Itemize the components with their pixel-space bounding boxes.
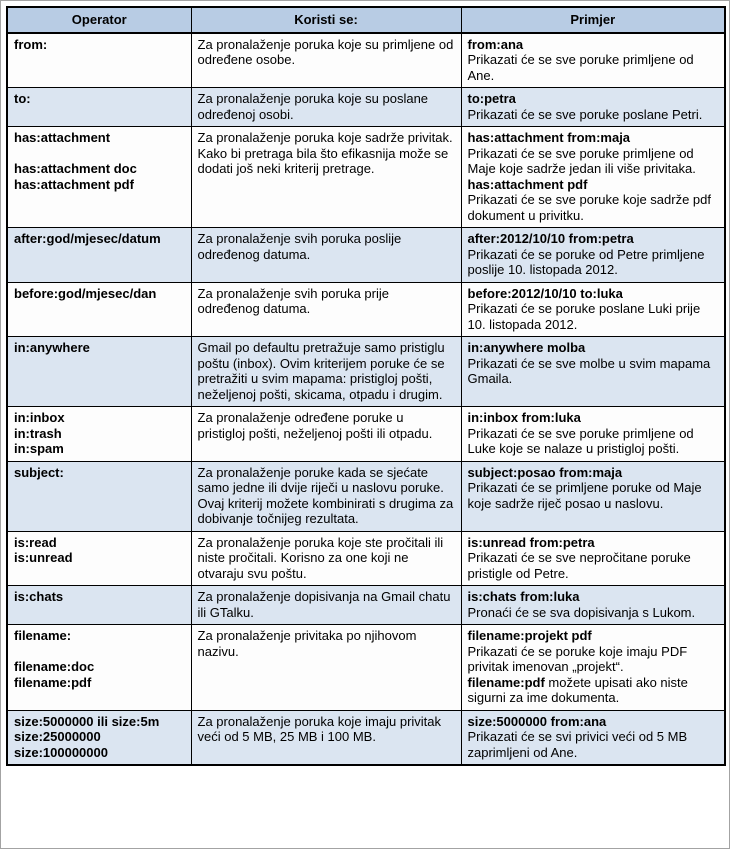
operator-line: has:attachment doc — [14, 161, 137, 176]
operator-line: from: — [14, 36, 48, 52]
example-line — [468, 480, 719, 511]
example-operator-text: filename:projekt pdf — [467, 628, 592, 643]
example-line — [468, 426, 719, 457]
operator-line: size:5000000 ili size:5m — [14, 713, 160, 729]
operator-cell — [7, 710, 191, 765]
operator-line: has:attachment pdf — [14, 176, 134, 192]
example-line — [468, 231, 719, 247]
operator-line: filename: — [14, 628, 72, 643]
table-row — [7, 337, 725, 407]
example-cell — [461, 282, 725, 337]
operator-line: subject: — [14, 464, 64, 480]
operator-line: size:100000000 — [14, 744, 108, 760]
operator-cell — [7, 531, 191, 586]
example-cell — [461, 710, 725, 765]
operator-line: size:25000000 — [14, 729, 101, 744]
operator-line — [14, 146, 185, 162]
example-line — [468, 192, 719, 223]
operator-cell — [7, 337, 191, 407]
example-description-text: Prikazati će se sve molbe u svim mapama Gmaila. — [467, 355, 711, 386]
table-row — [7, 282, 725, 337]
example-line — [468, 37, 719, 53]
search-operators-table — [6, 6, 726, 766]
operator-cell — [7, 127, 191, 228]
example-line — [468, 410, 719, 426]
usage-cell — [191, 461, 461, 531]
table-row — [7, 625, 725, 711]
example-description-text: Prikazati će se sve poruke primljene od Maje koje sadrže jedan ili više privitaka. — [467, 145, 696, 176]
usage-cell — [191, 625, 461, 711]
usage-cell — [191, 407, 461, 462]
example-line — [468, 535, 719, 551]
example-operator-text: in:inbox from:luka — [467, 410, 581, 425]
usage-cell — [191, 33, 461, 88]
example-description-text: Prikazati će se primljene poruke od Maje koje sadrže riječ posao u naslovu. — [467, 480, 702, 511]
example-line — [468, 247, 719, 278]
usage-text: Za pronalaženje dopisivanja na Gmail chatu ili GTalku. — [197, 589, 451, 620]
usage-cell — [191, 127, 461, 228]
example-description-text: Prikazati će se sve poruke koje sadrže pdf dokument u privitku. — [467, 192, 712, 223]
operator-line — [14, 644, 185, 660]
usage-cell — [191, 586, 461, 625]
operator-line: in:inbox — [14, 410, 65, 425]
operator-cell — [7, 228, 191, 283]
example-description-text: Prikazati će se svi privici veći od 5 MB zaprimljeni od Ane. — [467, 729, 688, 760]
operator-line: filename:doc — [14, 659, 95, 674]
table-row — [7, 127, 725, 228]
example-operator-text: has:attachment pdf — [467, 176, 588, 192]
example-line — [468, 340, 719, 356]
usage-text: Gmail po defaultu pretražuje samo pristiglu poštu (inbox). Ovim kriterijem poruke će se pretražiti u svim mapama: pristigloj pošti, neželjenoj pošti, skicama, otpadu i drugim. — [197, 340, 445, 402]
usage-cell — [191, 531, 461, 586]
example-description-text: Prikazati će se sve nepročitane poruke pristigle od Petre. — [467, 550, 691, 581]
usage-text: Za pronalaženje poruka koje ste pročitali ili niste pročitali. Korisno za one koji ne otvaraju svu poštu. — [197, 534, 444, 581]
example-line — [468, 729, 719, 760]
example-operator-text: size:5000000 from:ana — [467, 713, 607, 729]
example-operator-text: after:2012/10/10 from:petra — [467, 231, 634, 246]
usage-text: Za pronalaženje određene poruke u pristigloj pošti, neželjenoj pošti ili otpadu. — [197, 410, 433, 441]
table-row — [7, 228, 725, 283]
operator-cell — [7, 407, 191, 462]
example-operator-text: before:2012/10/10 to:luka — [467, 285, 623, 301]
operator-line: after:god/mjesec/datum — [14, 231, 161, 246]
example-operator-text: filename:pdf — [467, 674, 545, 690]
example-cell — [461, 88, 725, 127]
usage-cell — [191, 337, 461, 407]
example-line — [468, 644, 719, 675]
example-line — [468, 286, 719, 302]
example-line — [468, 177, 719, 193]
usage-text: Za pronalaženje poruke kada se sjećate samo jedne ili dvije riječi u naslovu poruke. Ovaj kriterij možete kombinirati s drugima za dobivanje točnijeg rezultata. — [197, 464, 454, 526]
example-cell — [461, 625, 725, 711]
example-operator-text: in:anywhere molba — [467, 340, 586, 355]
operator-line: before:god/mjesec/dan — [14, 285, 157, 301]
example-line — [468, 52, 719, 83]
operator-line: is:chats — [14, 589, 64, 604]
usage-cell — [191, 88, 461, 127]
operator-cell — [7, 282, 191, 337]
example-line — [468, 91, 719, 107]
table-body — [7, 33, 725, 766]
example-line — [468, 146, 719, 177]
example-cell — [461, 33, 725, 88]
usage-text: Za pronalaženje poruka koje imaju privitak veći od 5 MB, 25 MB i 100 MB. — [197, 713, 442, 744]
operator-line: has:attachment — [14, 130, 111, 145]
operator-line: in:anywhere — [14, 340, 90, 355]
example-operator-text: subject:posao from:maja — [467, 464, 623, 480]
example-operator-text: has:attachment from:maja — [467, 130, 631, 145]
operator-line: is:unread — [14, 550, 73, 565]
example-line — [468, 550, 719, 581]
operator-cell — [7, 461, 191, 531]
example-line — [468, 465, 719, 481]
operator-cell — [7, 88, 191, 127]
example-line — [468, 675, 719, 706]
example-cell — [461, 461, 725, 531]
example-line — [468, 589, 719, 605]
example-cell — [461, 127, 725, 228]
table-header — [7, 7, 725, 33]
usage-text: Za pronalaženje poruka koje su poslane određenoj osobi. — [197, 91, 429, 122]
example-description-text: Prikazati će se sve poruke primljene od Luke koje se nalaze u pristigloj pošti. — [467, 425, 694, 456]
usage-cell — [191, 228, 461, 283]
column-header-example: Primjer — [461, 7, 725, 33]
example-description-text: možete upisati ako niste sigurni za ime dokumenta. — [467, 674, 688, 705]
example-line — [468, 130, 719, 146]
example-description-text: Prikazati će se poruke poslane Luki prije 10. listopada 2012. — [467, 301, 701, 332]
operator-line: filename:pdf — [14, 674, 92, 690]
example-line — [468, 628, 719, 644]
usage-text: Za pronalaženje privitaka po njihovom nazivu. — [197, 628, 417, 659]
table-row — [7, 461, 725, 531]
operator-line: is:read — [14, 534, 57, 550]
example-cell — [461, 337, 725, 407]
example-line — [468, 107, 719, 123]
table-row — [7, 88, 725, 127]
example-operator-text: from:ana — [467, 36, 524, 52]
usage-cell — [191, 282, 461, 337]
operator-line: in:spam — [14, 441, 64, 456]
operator-line: to: — [14, 91, 31, 106]
column-header-usage: Koristi se: — [191, 7, 461, 33]
example-cell — [461, 228, 725, 283]
example-description-text: Prikazati će se poruke koje imaju PDF privitak imenovan „projekt“. — [467, 643, 688, 674]
example-operator-text: to:petra — [467, 91, 516, 106]
example-line — [468, 714, 719, 730]
table-row — [7, 407, 725, 462]
table-row — [7, 531, 725, 586]
usage-text: Za pronalaženje svih poruka prije određenog datuma. — [197, 285, 389, 316]
example-cell — [461, 407, 725, 462]
operator-cell — [7, 625, 191, 711]
example-description-text: Prikazati će se sve poruke primljene od Ane. — [467, 52, 694, 83]
operator-cell — [7, 586, 191, 625]
example-line — [468, 301, 719, 332]
operator-line: in:trash — [14, 425, 62, 441]
usage-text: Za pronalaženje poruka koje sadrže privitak. Kako bi pretraga bila što efikasnija može se dodati još neki kriterij pretrage. — [197, 130, 453, 176]
usage-text: Za pronalaženje svih poruka poslije određenog datuma. — [197, 231, 402, 262]
example-description-text: Pronaći će se sva dopisivanja s Lukom. — [467, 604, 696, 620]
example-description-text: Prikazati će se sve poruke poslane Petri. — [467, 106, 703, 122]
example-cell — [461, 531, 725, 586]
example-line — [468, 356, 719, 387]
example-operator-text: is:unread from:petra — [467, 534, 595, 550]
usage-text: Za pronalaženje poruka koje su primljene od određene osobe. — [197, 36, 454, 67]
table-row — [7, 586, 725, 625]
column-header-operator: Operator — [7, 7, 191, 33]
example-operator-text: is:chats from:luka — [467, 589, 580, 604]
table-row — [7, 33, 725, 88]
example-line — [468, 605, 719, 621]
example-description-text: Prikazati će se poruke od Petre primljene poslije 10. listopada 2012. — [467, 246, 705, 277]
example-cell — [461, 586, 725, 625]
operator-cell — [7, 33, 191, 88]
table-row — [7, 710, 725, 765]
usage-cell — [191, 710, 461, 765]
header-row — [7, 7, 725, 33]
